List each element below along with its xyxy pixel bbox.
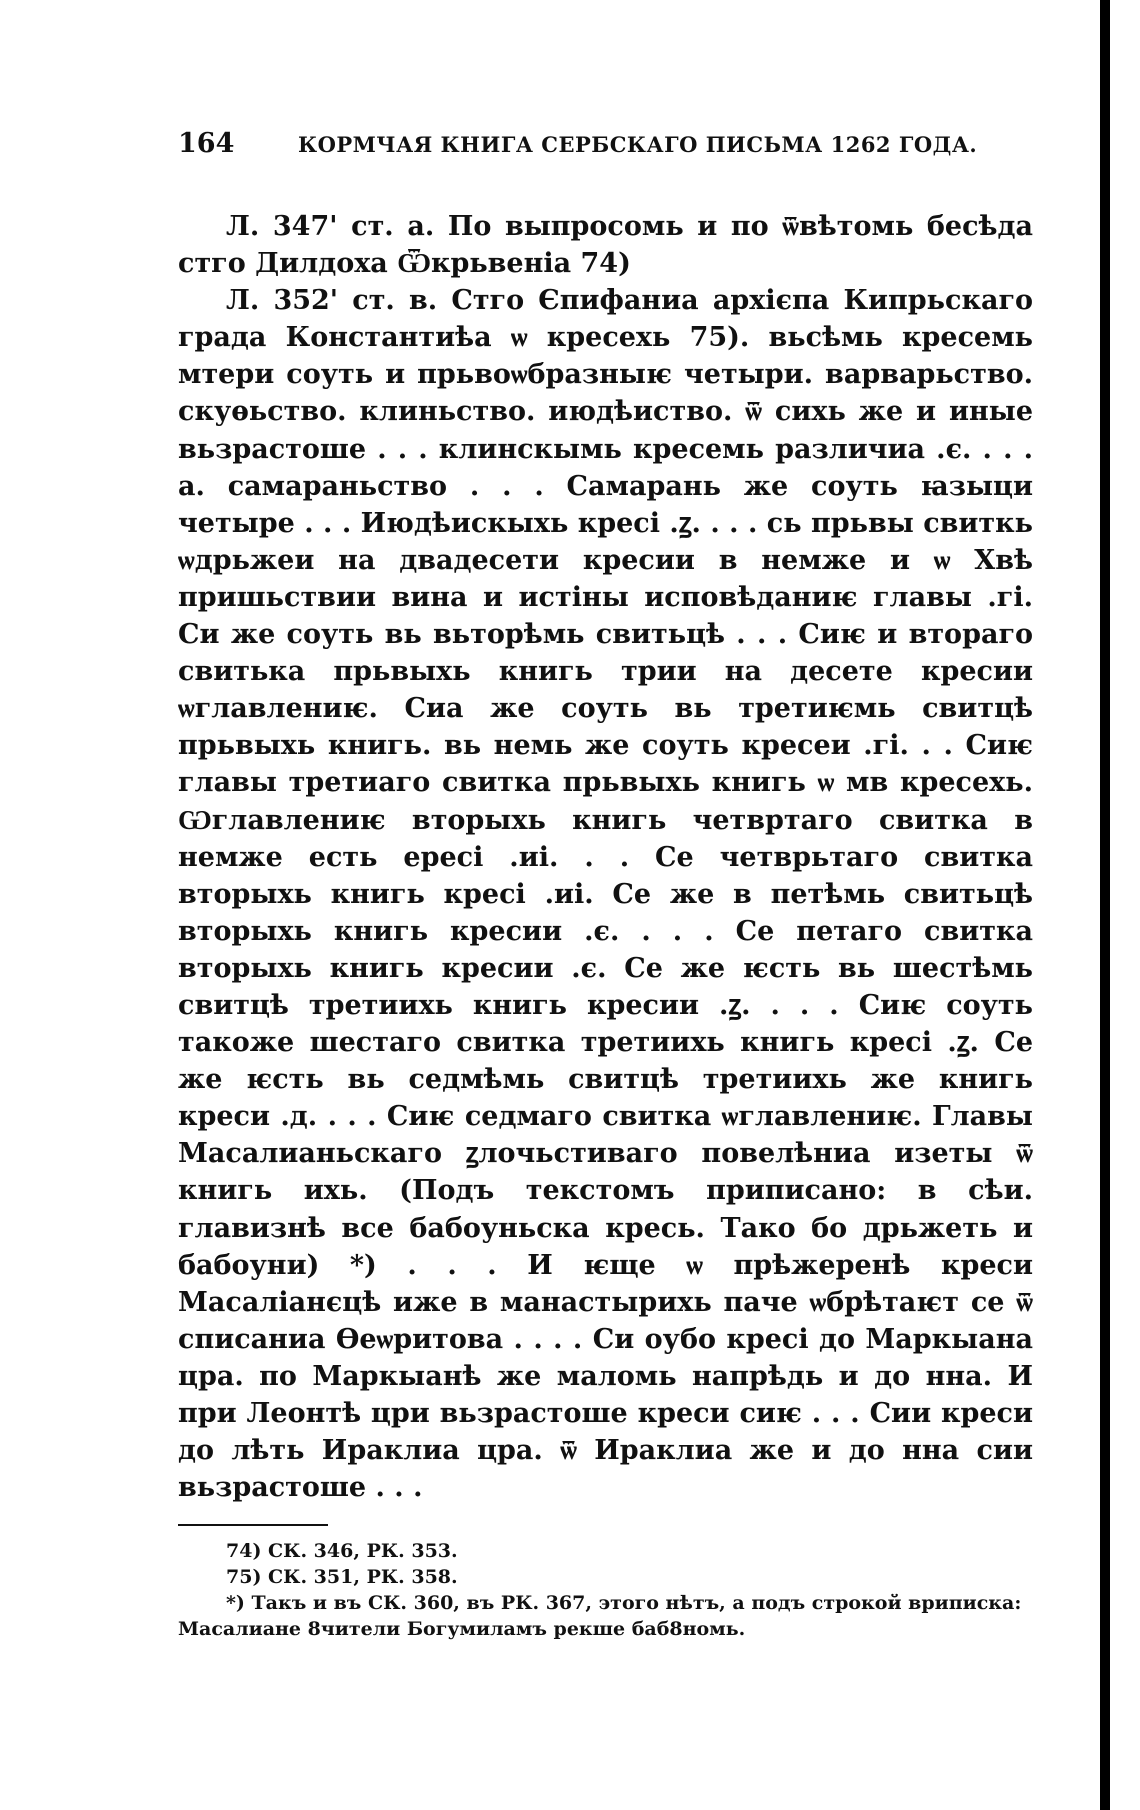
paragraph-2: Л. 352' ст. в. Стго Єпифаниа архієпа Кипрьскаго града Константиѣа ѡ кресехь 75). вьсѣмь кресемь мтери соуть и прьвоѡбразныѥ четыри. варварьство. скуѳьство. клиньство. июдѣиство. ѿ сихь же и иные вьзрастоше . . . клинскымь кресемь различиа .є. . . . а. самараньство . . . Самарань же соуть ꙗзыци четыре . . . Июдѣискыхь кресі .ꙁ. . . . сь прьвы свиткь ѡдрьжеи на двадесети кресии в немже и ѡ Хвѣ пришьствии вина и истіны исповѣданиѥ главы .гі. Си же соуть вь вьторѣмь свитьцѣ . . . Сиѥ и втораго свитька прьвыхь книгь трии на десете кресии ѡглавлениѥ. Сиа же соуть вь третиѥмь свитцѣ прьвыхь книгь. вь немь же соуть кресеи .гі. . . Сиѥ главы третиаго свитка прьвыхь книгь ѡ мв кресехь. Ѡглавлениѥ вторыхь книгь четвртаго свитка в немже есть ересі .иі. . . Се четврьтаго свитка вторыхь книгь кресі .иі. Се же в петѣмь свитьцѣ вторыхь книгь кресии .є. . . . Се петаго свитка вторыхь книгь кресии .є. Се же ѥсть вь шестѣмь свитцѣ третиихь книгь кресии .ꙁ. . . . Сиѥ соуть такоже шестаго свитка третиихь книгь кресі .ꙁ. Се же ѥсть вь седмѣмь свитцѣ третиихь же книгь креси .д. . . . Сиѥ седмаго свитка ѡглавлениѥ. Главы Масалианьскаго ꙁлочьстиваго повелѣниа изеты ѿ книгь ихь. (Подъ текстомъ приписано: в сѣи. главизнѣ все бабоуньска кресь. Тако бо дрьжеть и бабоуни) *) . . . И ѥще ѡ прѣжеренѣ креси Масаліанєцѣ иже в манастырихь паче ѡбрѣтаѥт се ѿ списаниа Ѳеѡритова . . . . Си оубо кресі до Маркыана цра. по Маркыанѣ же маломь напрѣдь и до нна. И при Леонтѣ цри вьзрастоше креси сиѥ . . . Сии креси до лѣть Ираклиа цра. ѿ Ираклиа же и до нна сии вьзрастоше . . . xyxy=(178,285,1033,1504)
running-head xyxy=(178,128,1033,168)
footnotes xyxy=(178,1538,1033,1642)
footnote-75: 75) СК. 351, РК. 358. xyxy=(226,1566,458,1589)
footnote-separator xyxy=(178,1524,328,1526)
running-head-title: КОРМЧАЯ КНИГА СЕРБСКАГО ПИСЬМА 1262 ГОДА. xyxy=(298,132,978,157)
paragraph-1: Л. 347' ст. а. По выпросомь и по ѿвѣтомь бесѣда стго Дилдоха Ѿкрьвеніа 74) xyxy=(178,211,1033,280)
footnote-asterisk: *) Такъ и въ СК. 360, въ РК. 367, этого нѣтъ, а подъ строкой вриписка: Масалиане 8чители Богумиламъ рекше баб8номь. xyxy=(178,1592,1022,1641)
page-number: 164 xyxy=(178,128,235,159)
page-edge-shadow xyxy=(1100,0,1110,1810)
footnote-74: 74) СК. 346, РК. 353. xyxy=(226,1540,458,1563)
main-text xyxy=(178,208,1033,1506)
book-page xyxy=(178,128,1033,1642)
